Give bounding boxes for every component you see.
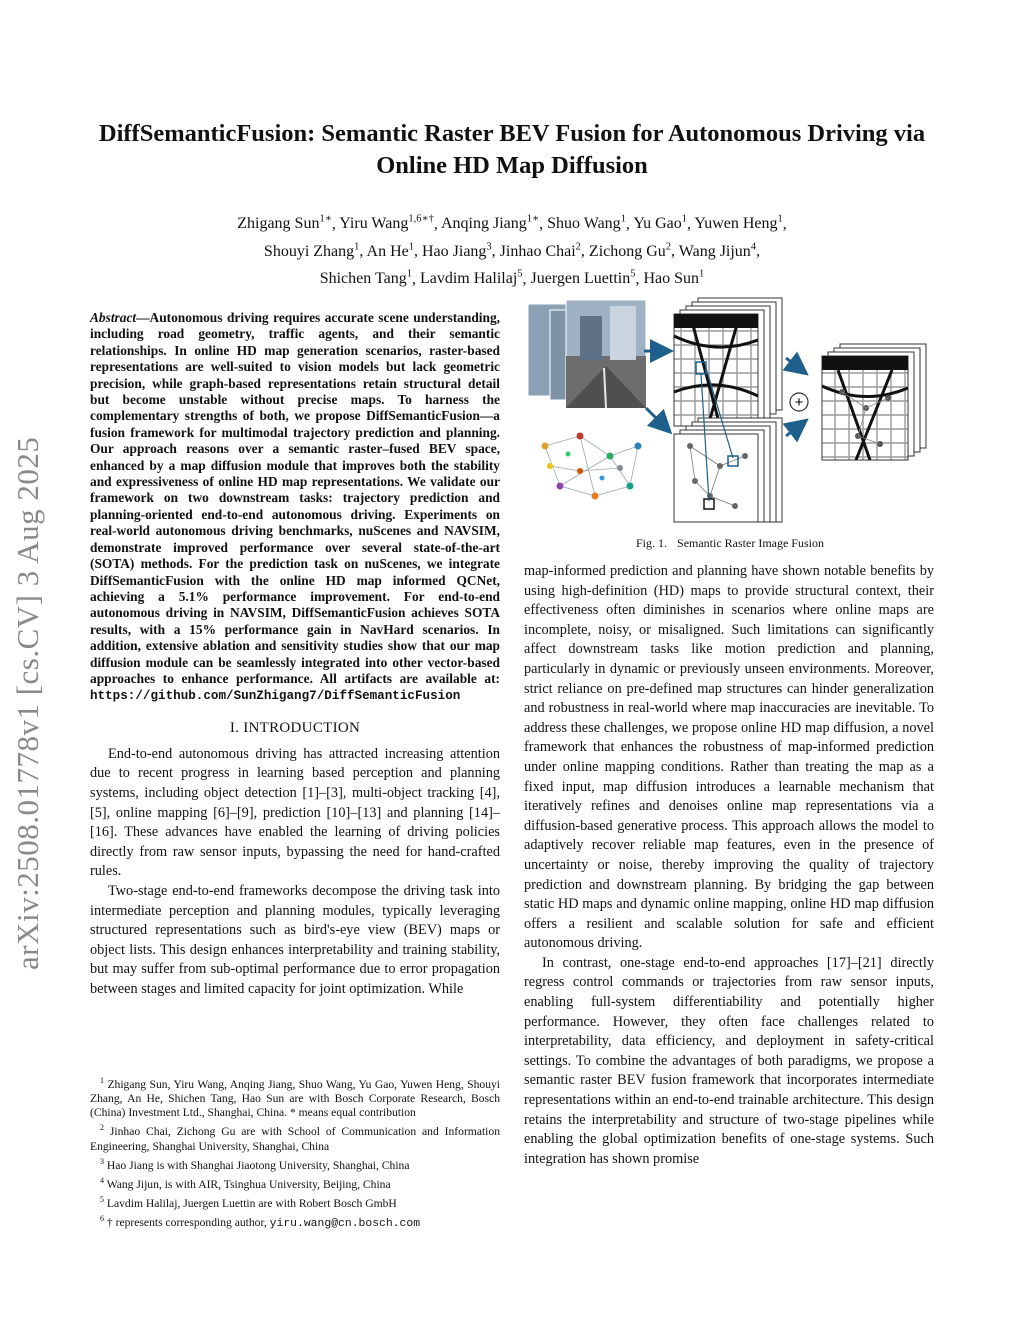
footnote: $^2$ Jinhao Chai, Zichong Gu are with School of Communication and Information Engineering, Shanghai University, Shanghai, China [90,1123,500,1153]
author: Zhigang Sun$^{1∗}$ [237,214,332,233]
fused-output-stack [822,344,926,460]
paper-title: DiffSemanticFusion: Semantic Raster BEV Fusion for Autonomous Driving via Online HD Map Diffusion [98,120,926,179]
author-list: Zhigang Sun$^{1∗}$, Yiru Wang$^{1,6∗\dagger}$, Anqing Jiang$^{1∗}$, Shuo Wang$^1$, Yu Gao$^1$, Yuwen Heng$^1$, Shouyi Zhang$^1$, An He$^1$, Hao Jiang$^3$, Jinhao Chai$^2$, Zichong Gu$^2$, Wang Jijun$^4$, Shichen Tang$^1$, Lavdim Halilaj$^5$, Juergen Luettin$^5$, Hao Sun$^1$ [237,214,787,287]
author: Yu Gao$^1$ [633,214,688,233]
section-heading: I. INTRODUCTION [229,719,361,736]
left-column [90,310,500,999]
intro-paragraph: Two-stage end-to-end frameworks decompose the driving task into intermediate perception and planning modules, typically leveraging structured representations such as bird's-eye view (BEV) maps or object lists. This design enhances interpretability and training stability, but may suffer from sub-optimal performance due to error propagation between stages and limited capacity for joint optimization. While [90,882,500,997]
arrow-icon [786,358,804,372]
raster-bev-stack-top [674,298,782,426]
author: Shouyi Zhang$^1$ [263,241,360,260]
footnotes [90,1074,500,1232]
author: Yiru Wang$^{1,6∗\dagger}$ [339,214,434,233]
author: Zichong Gu$^2$ [588,241,672,260]
figure-caption: Fig. 1. Semantic Raster Image Fusion [636,536,824,550]
body-paragraph: In contrast, one-stage end-to-end approaches [17]–[21] directly regress control commands or trajectories from raw sensor inputs, enabling full-system differentiability and potentially higher performance. However, they often face challenges related to interpretability, data efficiency, and deployment in safety-critical settings. To combine the advantages of both paradigms, we propose a semantic raster BEV fusion framework that incorporates intermediate representations within an end-to-end trainable architecture. This design retains the interpretability and structure of two-stage pipelines while enabling the global optimization benefits of one-stage systems. Such integration has shown promise [524,954,934,1167]
right-column [524,562,934,1169]
artifact-link[interactable]: https://github.com/SunZhigang7/DiffSemanticFusion [90,689,461,704]
author: An He$^1$ [366,241,414,260]
author: Jinhao Chai$^2$ [499,241,581,260]
abstract-label: Abstract [90,310,137,325]
figure-1 [520,296,940,526]
footnote: $^1$ Zhigang Sun, Yiru Wang, Anqing Jiang, Shuo Wang, Yu Gao, Yuwen Heng, Shouyi Zhang, An He, Shichen Tang, Hao Sun are with Bosch Corporate Research, Bosch (China) Investment Ltd., Shanghai, China. * means equal contribution [90,1076,501,1120]
intro-paragraph: End-to-end autonomous driving has attracted increasing attention due to recent progress in learning based perception and planning systems, including object detection [1]–[3], multi-object tracking [4], [5], online mapping [6]–[9], prediction [10]–[13] and planning [14]–[16]. These advances have enabled the learning of driving policies directly from raw sensor inputs, bypassing the need for hand-crafted rules. [90,745,500,880]
semantic-graph [542,433,642,500]
author: Anqing Jiang$^{1∗}$ [440,214,540,233]
author: Juergen Luettin$^5$ [530,268,636,287]
footnote: $^6$ † represents corresponding author, yiru.wang@cn.bosch.com [100,1213,421,1230]
footnote: $^5$ Lavdim Halilaj, Juergen Luettin are with Robert Bosch GmbH [100,1194,397,1210]
body-paragraph: map-informed prediction and planning have shown notable benefits by using high-definition (HD) maps to provide structural context, their effectiveness often diminishes in scenarios where online maps are incomplete, noisy, or misaligned. Such limitations can significantly affect downstream tasks like motion prediction and planning, particularly in dynamic or previously unseen environments. Moreover, strict reliance on pre-defined map structures can hinder generalization and robustness in real-world where map inaccuracies are inevitable. To address these challenges, we propose online HD map diffusion, a novel framework that enhances the robustness of map-informed prediction under online mapping conditions. Rather than treating the map as a fixed input, map diffusion introduces a learnable mechanism that iteratively refines and denoises online map representations via a diffusion-based generative process. This approach allows the model to adaptively recover reliable map features, even in the presence of uncertainty or noise, thereby improving the quality of trajectory prediction and downstream planning. By bridging the gap between static HD maps and dynamic online mapping, online HD map diffusion offers a resilient and scalable solution for safe and efficient autonomous driving. [524,563,934,952]
camera-image-stack [528,300,646,408]
abstract: Abstract—Autonomous driving requires accurate scene understanding, including road geometry, traffic agents, and their semantic relationships. In online HD map generation scenarios, raster-based representations are well-suited to vision models but lack geometric precision, while graph-based representations retain structural detail but become unstable without precise maps. To harness the complementary strengths of both, we propose DiffSemanticFusion—a fusion framework for multimodal trajectory prediction and planning. Our approach reasons over a semantic raster–fused BEV space, enhanced by a map diffusion module that improves both the stability and expressiveness of online HD map representations. We validate our framework on two downstream tasks: trajectory prediction and planning-oriented end-to-end autonomous driving. Experiments on real-world autonomous driving benchmarks, nuScenes and NAVSIM, demonstrate improved performance over several state-of-the-art (SOTA) methods. For the prediction task on nuScenes, we integrate DiffSemanticFusion with the online HD map informed QCNet, achieving a 5.1% performance improvement. For end-to-end autonomous driving in NAVSIM, DiffSemanticFusion achieves SOTA results, with a 15% performance gain in NavHard scenarios. In addition, extensive ablation and sensitivity studies show that our map diffusion module can be seamlessly integrated into other vector-based approaches to enhance performance. All artifacts are available at: https://github.com/SunZhigang7/DiffSemanticFusion [90,310,500,704]
author-email[interactable]: yiru.wang@cn.bosch.com [269,1217,421,1230]
footnote: $^4$ Wang Jijun, is with AIR, Tsinghua University, Beijing, China [100,1175,391,1191]
author: Yuwen Heng$^1$ [694,214,783,233]
abstract-text: Autonomous driving requires accurate scene understanding, including road geometry, traffic agents, and their semantic relationships. In online HD map generation scenarios, raster-based representations are well-suited to vision models but lack geometric precision, while graph-based representations retain structural detail but become unstable without precise maps. To harness the complementary strengths of both, we propose DiffSemanticFusion—a fusion framework for multimodal trajectory prediction and planning. Our approach reasons over a semantic raster–fused BEV space, enhanced by a map diffusion module that improves both the stability and expressiveness of online HD map representations. We validate our framework on two downstream tasks: trajectory prediction and planning-oriented end-to-end autonomous driving. Experiments on real-world autonomous driving benchmarks, nuScenes and NAVSIM, demonstrate improved performance over several state-of-the-art (SOTA) methods. For the prediction task on nuScenes, we integrate DiffSemanticFusion with the online HD map informed QCNet, achieving a 5.1% performance improvement. For end-to-end autonomous driving in NAVSIM, DiffSemanticFusion achieves SOTA results, with a 15% performance gain in NavHard scenarios. In addition, extensive ablation and sensitivity studies show that our map diffusion module can be seamlessly integrated into other vector-based approaches to enhance performance. All artifacts are available at: [90,310,500,686]
author: Lavdim Halilaj$^5$ [419,268,523,287]
author: Hao Sun$^1$ [643,268,705,287]
arxiv-stamp: arXiv:2508.01778v1 [cs.CV] 3 Aug 2025 [10,436,45,970]
figure-label: Fig. 1. [636,536,668,550]
author: Wang Jijun$^4$ [678,241,757,260]
arrow-icon [646,408,668,430]
author: Shuo Wang$^1$ [547,214,626,233]
svg-text:+: + [794,394,804,411]
arrow-icon [786,422,804,436]
author: Shichen Tang$^1$ [319,268,412,287]
footnote: $^3$ Hao Jiang is with Shanghai Jiaotong University, Shanghai, China [100,1156,410,1172]
author: Hao Jiang$^3$ [421,241,492,260]
